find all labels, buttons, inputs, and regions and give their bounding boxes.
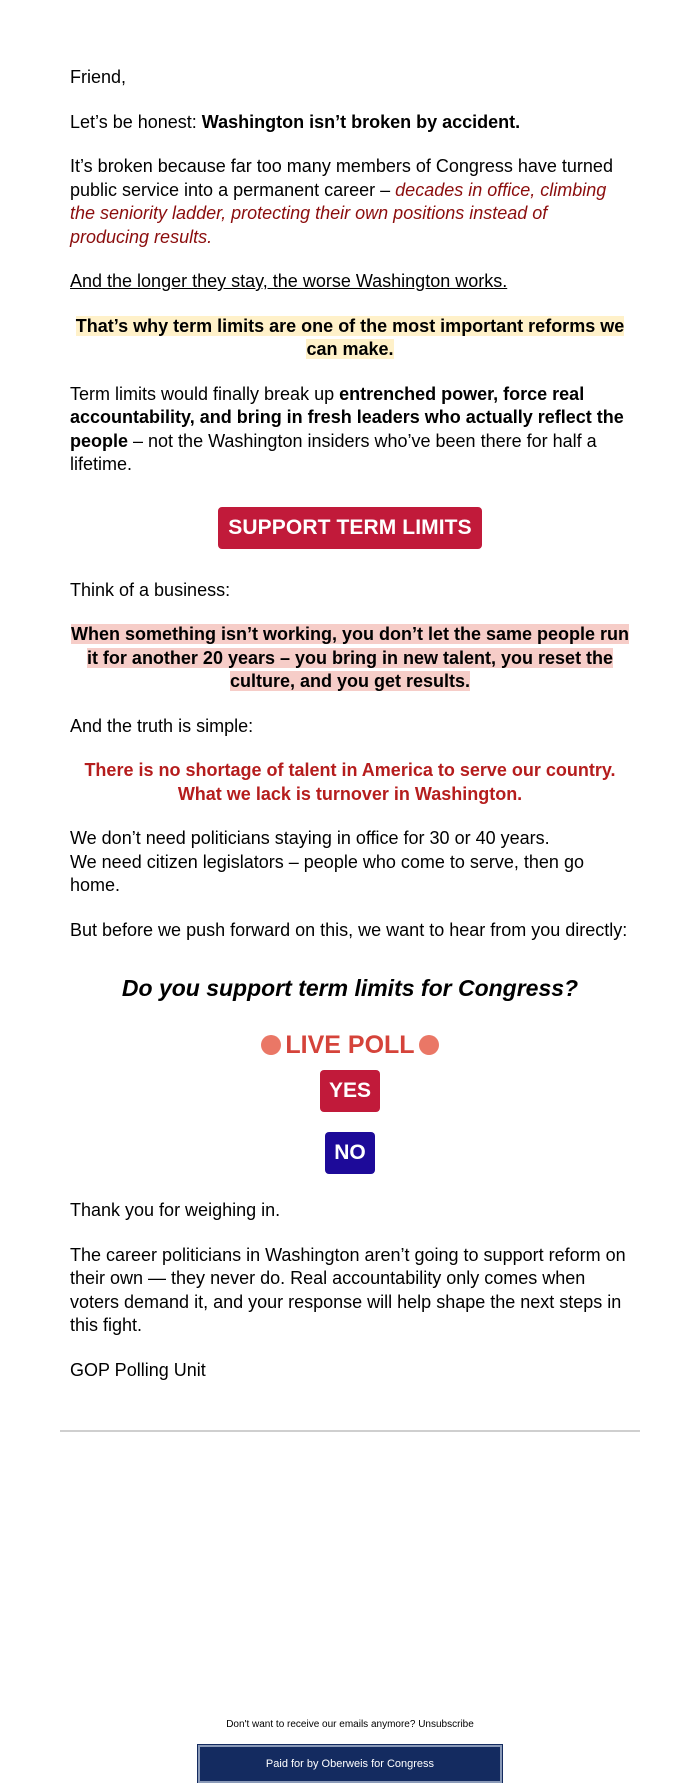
paragraph-thank-you: Thank you for weighing in. xyxy=(70,1200,281,1220)
signature: GOP Polling Unit xyxy=(70,1359,206,1380)
paragraph-term-limits xyxy=(70,383,630,477)
email-body xyxy=(60,0,640,1783)
paragraph-longer-text: And the longer they stay, the worse Washington works. xyxy=(70,271,508,291)
highlight-term-limits-text: That’s why term limits are one of the most important reforms we can make. xyxy=(75,315,625,359)
live-poll-text: LIVE POLL xyxy=(285,1031,415,1059)
paragraph-hear-from-you: But before we push forward on this, we want to hear from you directly: xyxy=(70,919,628,940)
footer xyxy=(60,1718,640,1783)
paragraph-broken-italic: decades in office, climbing the seniority ladder, protecting their own positions instead of producing results. xyxy=(70,179,607,247)
no-button-wrapper xyxy=(70,1132,630,1174)
unsubscribe-text: Don't want to receive our emails anymore? xyxy=(226,1719,419,1730)
paragraph-broken xyxy=(70,155,630,249)
paragraph-truth: And the truth is simple: xyxy=(70,715,254,736)
live-dot-icon xyxy=(261,1035,281,1055)
paragraph-honest xyxy=(70,111,630,135)
yes-button-wrapper xyxy=(70,1070,630,1112)
red-statement-line2: What we lack is turnover in Washington. xyxy=(177,783,523,804)
support-term-limits-button[interactable]: SUPPORT TERM LIMITS xyxy=(218,507,481,549)
unsubscribe-line xyxy=(60,1718,640,1731)
live-poll-label xyxy=(70,1030,630,1060)
red-statement-line1: There is no shortage of talent in America to serve our country. xyxy=(84,760,616,780)
red-statement xyxy=(70,759,630,806)
unsubscribe-link[interactable]: Unsubscribe xyxy=(418,1719,474,1730)
paragraph-citizen-line2: We need citizen legislators – people who come to serve, then go home. xyxy=(70,851,584,895)
paragraph-business: Think of a business: xyxy=(70,579,231,600)
highlight-business-text: When something isn’t working, you don’t let the same people run it for another 20 years – you bring in new talent, you reset the culture, and you get results. xyxy=(70,624,630,691)
poll-question: Do you support term limits for Congress? xyxy=(121,975,579,1001)
email-content xyxy=(60,66,640,1382)
paragraph-term-limits-bold: entrenched power, force real accountability, and bring in fresh leaders who actually reflect the people xyxy=(70,383,624,451)
poll-yes-button[interactable]: YES xyxy=(320,1070,380,1112)
paragraph-career-politicians: The career politicians in Washington aren’t going to support reform on their own — they never do. Real accountability only comes when voters demand it, and your response will help shape the next steps in this fight. xyxy=(70,1244,626,1335)
paragraph-citizen-line1: We don’t need politicians staying in office for 30 or 40 years. xyxy=(70,828,550,848)
paragraph-citizen xyxy=(70,827,630,898)
paid-for-box: Paid for by Oberweis for Congress xyxy=(198,1745,502,1783)
greeting: Friend, xyxy=(70,67,127,87)
paragraph-honest-bold: Washington isn’t broken by accident. xyxy=(201,111,521,132)
support-button-wrapper xyxy=(70,507,630,549)
paragraph-term-limits-lead: Term limits would finally break up xyxy=(70,383,340,404)
paragraph-honest-lead: Let’s be honest: xyxy=(70,111,202,132)
highlight-business xyxy=(70,623,630,694)
paragraph-broken-text: It’s broken because far too many members of Congress have turned public service into a permanent career – xyxy=(70,156,613,200)
paragraph-term-limits-tail: – not the Washington insiders who’ve been there for half a lifetime. xyxy=(70,430,597,474)
highlight-term-limits xyxy=(70,315,630,362)
paragraph-longer xyxy=(70,270,630,294)
live-dot-icon xyxy=(419,1035,439,1055)
footer-divider xyxy=(60,1430,640,1432)
poll-no-button[interactable]: NO xyxy=(325,1132,375,1174)
